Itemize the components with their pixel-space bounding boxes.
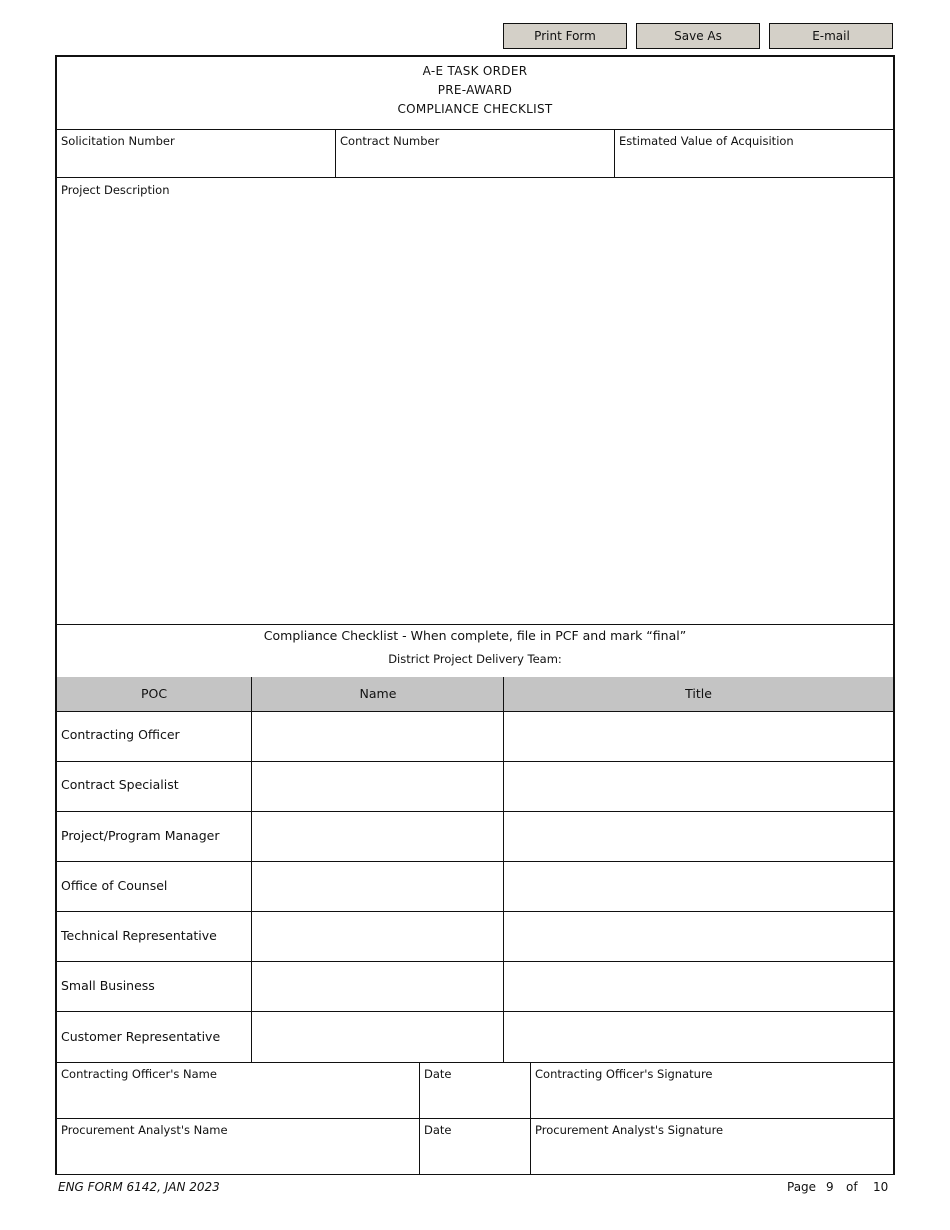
contract-number-label: Contract Number: [340, 134, 440, 148]
date-field[interactable]: [420, 1139, 530, 1174]
form-title-line3: COMPLIANCE CHECKLIST: [397, 102, 553, 116]
title-field[interactable]: [504, 762, 893, 811]
name-field[interactable]: [252, 712, 503, 761]
form-title-line1: A-E TASK ORDER: [422, 64, 528, 78]
procurement-analyst-signature-field[interactable]: [531, 1139, 893, 1174]
divider: [57, 1174, 893, 1175]
email-button[interactable]: E-mail: [769, 23, 893, 49]
title-field[interactable]: [504, 862, 893, 911]
procurement-analyst-name-field[interactable]: [57, 1139, 419, 1174]
page-word: Page: [787, 1180, 817, 1194]
divider: [57, 177, 893, 178]
title-field[interactable]: [504, 962, 893, 1011]
of-word: of: [846, 1180, 858, 1194]
title-field[interactable]: [504, 712, 893, 761]
poc-label: Small Business: [61, 978, 155, 993]
checklist-heading: Compliance Checklist - When complete, file in PCF and mark “final”: [263, 628, 687, 643]
header-title: Title: [685, 686, 712, 701]
contracting-officer-name-field[interactable]: [57, 1083, 419, 1117]
page-current-number: 9: [826, 1180, 834, 1194]
poc-label: Technical Representative: [61, 928, 217, 943]
divider: [57, 129, 893, 130]
estimated-value-label: Estimated Value of Acquisition: [619, 134, 794, 148]
name-field[interactable]: [252, 812, 503, 861]
divider: [57, 624, 893, 625]
procurement-analyst-name-label: Procurement Analyst's Name: [61, 1123, 228, 1137]
title-field[interactable]: [504, 912, 893, 961]
project-description-label: Project Description: [61, 183, 170, 197]
poc-label: Contract Specialist: [61, 777, 179, 792]
poc-label: Office of Counsel: [61, 878, 168, 893]
compliance-checklist-form: [55, 55, 895, 1175]
solicitation-number-label: Solicitation Number: [61, 134, 175, 148]
date-label: Date: [424, 1067, 452, 1081]
header-poc: POC: [140, 686, 168, 701]
poc-label: Customer Representative: [61, 1029, 221, 1044]
page-total-number: 10: [873, 1180, 889, 1194]
contracting-officer-signature-field[interactable]: [531, 1083, 893, 1117]
save-as-button[interactable]: Save As: [636, 23, 760, 49]
poc-label: Contracting Officer: [61, 727, 180, 742]
title-field[interactable]: [504, 1012, 893, 1061]
estimated-value-field[interactable]: [615, 149, 893, 177]
procurement-analyst-signature-label: Procurement Analyst's Signature: [535, 1123, 724, 1137]
name-field[interactable]: [252, 962, 503, 1011]
poc-label: Project/Program Manager: [61, 828, 220, 843]
name-field[interactable]: [252, 762, 503, 811]
name-field[interactable]: [252, 862, 503, 911]
name-field[interactable]: [252, 1012, 503, 1061]
contract-number-field[interactable]: [336, 149, 614, 177]
print-form-button[interactable]: Print Form: [503, 23, 627, 49]
date-field[interactable]: [420, 1083, 530, 1117]
contracting-officer-signature-label: Contracting Officer's Signature: [535, 1067, 713, 1081]
header-name: Name: [359, 686, 397, 701]
name-field[interactable]: [252, 912, 503, 961]
form-title-line2: PRE-AWARD: [437, 83, 513, 97]
contracting-officer-name-label: Contracting Officer's Name: [61, 1067, 217, 1081]
team-heading: District Project Delivery Team:: [388, 652, 562, 666]
date-label: Date: [424, 1123, 452, 1137]
project-description-field[interactable]: [57, 199, 893, 623]
solicitation-number-field[interactable]: [57, 149, 335, 177]
divider: [57, 1118, 893, 1119]
form-identifier: ENG FORM 6142, JAN 2023: [58, 1180, 220, 1194]
title-field[interactable]: [504, 812, 893, 861]
table-header-row: [57, 677, 893, 711]
divider: [57, 1062, 893, 1063]
